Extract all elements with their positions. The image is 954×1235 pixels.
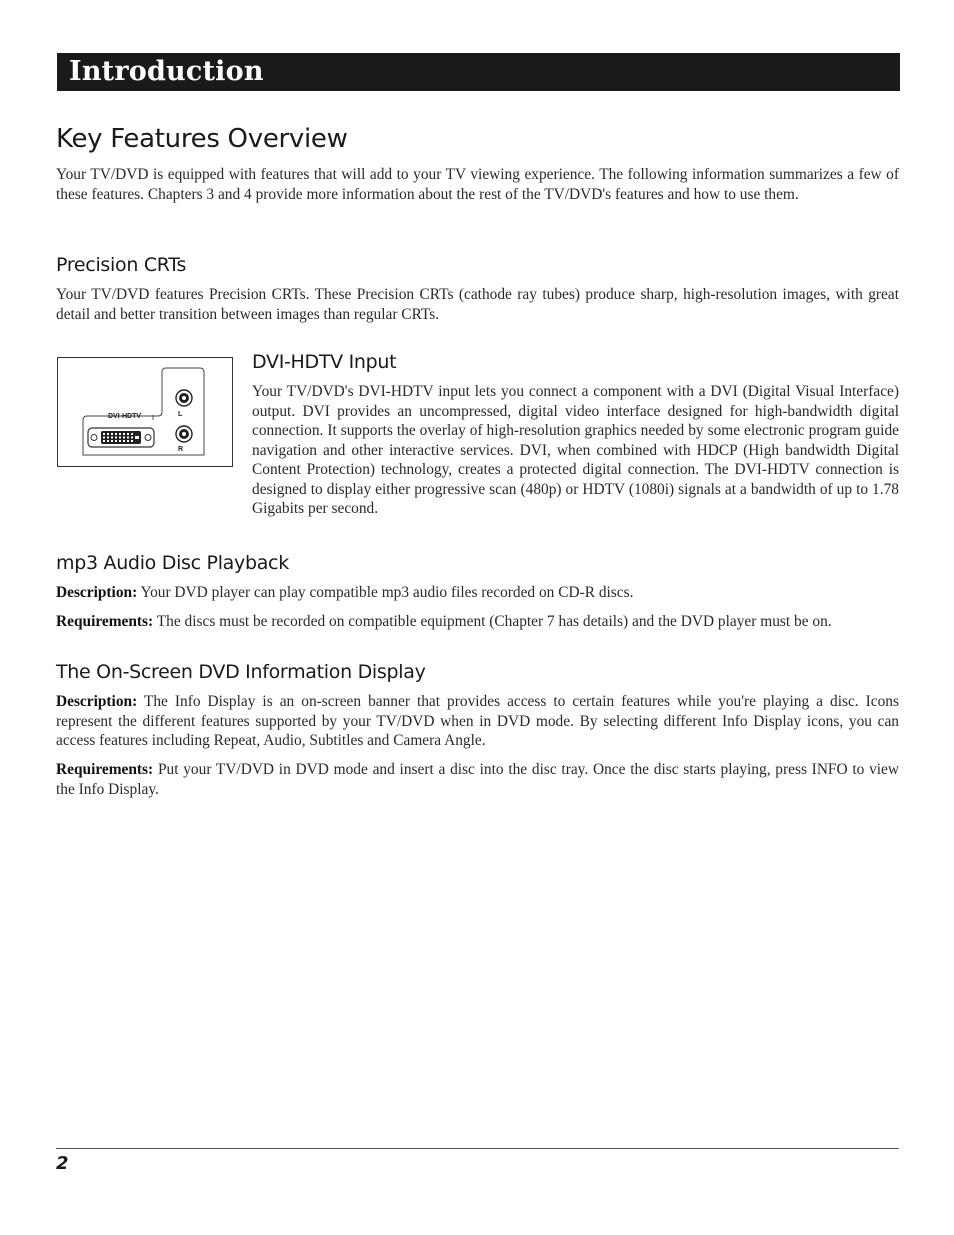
heading-mp3-playback: mp3 Audio Disc Playback (56, 552, 289, 574)
info-requirements (56, 760, 899, 799)
mp3-requirements-label: Requirements: (56, 613, 154, 630)
heading-precision-crts: Precision CRTs (56, 254, 187, 276)
section-banner (57, 53, 900, 91)
audio-left-jack-icon (176, 390, 192, 406)
dvi-hdtv-panel-figure (57, 357, 233, 467)
crt-paragraph: Your TV/DVD features Precision CRTs. These Precision CRTs (cathode ray tubes) produce sharp, high-resolution images, with great detail and better transition between images than regular CRTs. (56, 286, 899, 323)
section-title: Introduction (69, 56, 264, 87)
mp3-description-label: Description: (56, 584, 138, 601)
mp3-requirements (56, 612, 899, 632)
mp3-requirements-text: The discs must be recorded on compatible equipment (Chapter 7 has details) and the DVD player must be on. (153, 613, 832, 630)
audio-right-jack-icon (176, 426, 192, 442)
dvi-panel-illustration (58, 358, 234, 468)
info-requirements-text: Put your TV/DVD in DVD mode and insert a disc into the disc tray. Once the disc starts playing, press INFO to view the Info Display. (56, 761, 899, 798)
audio-right-label: R (178, 446, 184, 453)
info-description-label: Description: (56, 693, 138, 710)
mp3-description-text: Your DVD player can play compatible mp3 audio files recorded on CD-R discs. (137, 584, 634, 601)
dvi-port-label: DVI-HDTV (108, 413, 142, 420)
info-requirements-label: Requirements: (56, 761, 154, 778)
heading-dvi-hdtv-input: DVI-HDTV Input (252, 351, 397, 373)
page-number: 2 (56, 1153, 69, 1174)
dvi-paragraph: Your TV/DVD's DVI-HDTV input lets you connect a component with a DVI (Digital Visual Interface) output. DVI provides an uncompressed, digital video interface designed for high-bandwidth digital connection. It supports the overlay of high-resolution graphics needed by some electronic program guide navigation and other interactive services. DVI, when combined with HDCP (High bandwidth Digital Content Protection) technology, creates a protected digital connection. The DVI-HDTV connection is designed to display either progressive scan (480p) or HDTV (1080i) signals at a bandwidth of up to 1.78 Gigabits per second. (252, 383, 899, 517)
page-title: Key Features Overview (56, 124, 348, 154)
audio-left-label: L (178, 411, 183, 418)
info-description (56, 692, 899, 751)
mp3-description (56, 583, 899, 603)
footer-divider (56, 1148, 899, 1149)
dvi-connector-icon (88, 428, 154, 447)
heading-info-display: The On-Screen DVD Information Display (56, 661, 426, 683)
info-description-text: The Info Display is an on-screen banner that provides access to certain features while you're playing a disc. Icons represent the different features supported by your TV/DVD when in DVD mode. By selecting different Info Display icons, you can access features including Repeat, Audio, Subtitles and Camera Angle. (56, 693, 899, 749)
intro-paragraph: Your TV/DVD is equipped with features that will add to your TV viewing experience. The following information summarizes a few of these features. Chapters 3 and 4 provide more information about the rest of the TV/DVD's features and how to use them. (56, 166, 899, 203)
